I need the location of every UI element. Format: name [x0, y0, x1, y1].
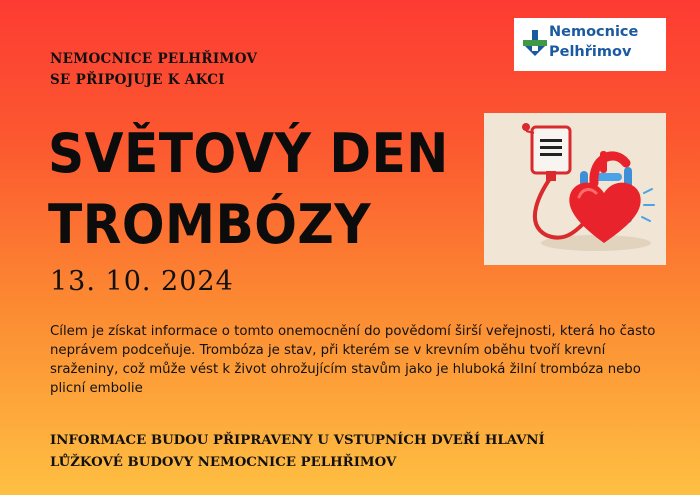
- hospital-cross-logo-icon: [523, 30, 547, 58]
- hospital-announcement: [50, 49, 257, 91]
- hospital-logo: [514, 18, 666, 71]
- title-line-1: SVĚTOVÝ DEN: [48, 122, 449, 185]
- logo-text-line-2: Pelhřimov: [549, 44, 632, 60]
- kicker-line-2: SE PŘIPOJUJE K AKCI: [50, 72, 225, 88]
- title-line-2: TROMBÓZY: [48, 193, 372, 256]
- logo-text-line-1: Nemocnice: [549, 24, 639, 40]
- location-line-2: LŮŽKOVÉ BUDOVY NEMOCNICE PELHŘIMOV: [50, 455, 397, 470]
- location-line-1: INFORMACE BUDOU PŘIPRAVENY U VSTUPNÍCH DVEŘÍ HLAVNÍ: [50, 433, 545, 448]
- kicker-line-1: NEMOCNICE PELHŘIMOV: [50, 51, 258, 67]
- event-date: 13. 10. 2024: [50, 266, 234, 297]
- heart-blood-bag-icon: [484, 113, 666, 265]
- event-description: Cílem je získat informace o tomto onemocnění do povědomí širší veřejnosti, která ho často neprávem podceňuje. Trombóza je stav, při kterém se v krevním oběhu tvoří krevní sraženiny, což může vést k život ohrožujícím stavům jako je hluboká žilní trombóza nebo plicní embolie: [50, 324, 656, 396]
- location-info: [50, 430, 670, 474]
- heart-illustration: [484, 113, 666, 265]
- event-title: [48, 118, 479, 260]
